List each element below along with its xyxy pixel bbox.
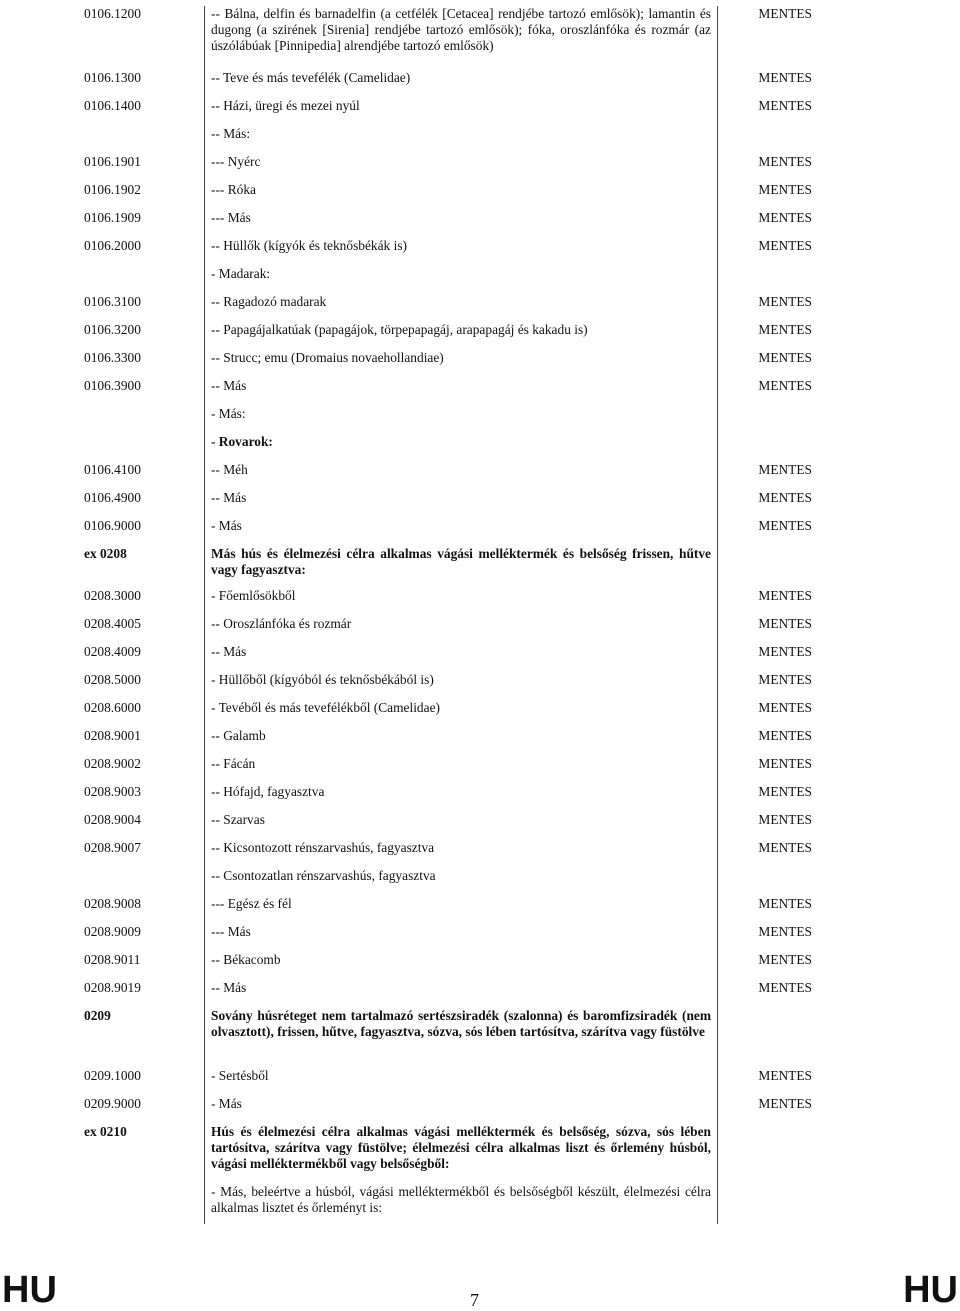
- tariff-description: -- Más: [205, 378, 718, 406]
- tariff-description: -- Strucc; emu (Dromaius novaehollandiae): [205, 350, 718, 378]
- tariff-status: MENTES: [758, 840, 812, 855]
- tariff-code: 0209.1000: [84, 1068, 205, 1096]
- table-row: [84, 70, 828, 98]
- tariff-description: --- Más: [205, 210, 718, 238]
- table-row: [84, 294, 828, 322]
- tariff-description: -- Más: [205, 490, 718, 518]
- table-row: [84, 616, 828, 644]
- tariff-description: -- Ragadozó madarak: [205, 294, 718, 322]
- table-row: [84, 6, 828, 70]
- tariff-status: MENTES: [758, 294, 812, 309]
- tariff-description: -- Oroszlánfóka és rozmár: [205, 616, 718, 644]
- tariff-code: [84, 266, 205, 294]
- tariff-code: 0208.9009: [84, 924, 205, 952]
- tariff-description: - Sertésből: [205, 1068, 718, 1096]
- tariff-description: --- Róka: [205, 182, 718, 210]
- tariff-status: MENTES: [758, 70, 812, 85]
- table-row: [84, 952, 828, 980]
- tariff-code: 0208.3000: [84, 588, 205, 616]
- tariff-code: ex 0210: [84, 1124, 205, 1184]
- tariff-code: 0106.1909: [84, 210, 205, 238]
- table-row: [84, 546, 828, 588]
- tariff-code: 0208.9011: [84, 952, 205, 980]
- table-row: [84, 700, 828, 728]
- tariff-description: -- Papagájalkatúak (papagájok, törpepapagáj, arapapagáj és kakadu is): [205, 322, 718, 350]
- footer-left-country-code: HU: [2, 1269, 57, 1311]
- tariff-code: 0106.3100: [84, 294, 205, 322]
- tariff-status: [718, 546, 829, 588]
- tariff-status: [718, 1008, 829, 1068]
- tariff-status: [718, 126, 829, 154]
- tariff-code: 0106.1200: [84, 6, 205, 70]
- tariff-table: [84, 6, 828, 1224]
- tariff-status: MENTES: [758, 728, 812, 743]
- table-row: [84, 490, 828, 518]
- tariff-status: MENTES: [758, 490, 812, 505]
- tariff-code: 0106.1400: [84, 98, 205, 126]
- tariff-status: MENTES: [758, 238, 812, 253]
- tariff-status: MENTES: [758, 672, 812, 687]
- tariff-code: 0208.5000: [84, 672, 205, 700]
- tariff-status: [718, 406, 829, 434]
- table-row: [84, 1184, 828, 1224]
- tariff-description: --- Nyérc: [205, 154, 718, 182]
- tariff-description: Sovány húsréteget nem tartalmazó sertészsiradék (szalonna) és baromfizsiradék (nem olvasztott), frissen, hűtve, fagyasztva, sózva, sós lében tartósítva, szárítva vagy füstölve: [205, 1008, 718, 1068]
- table-row: [84, 378, 828, 406]
- table-row: [84, 406, 828, 434]
- tariff-code: 0106.2000: [84, 238, 205, 266]
- table-row: [84, 266, 828, 294]
- table-row: [84, 238, 828, 266]
- page-footer: [0, 1270, 960, 1310]
- tariff-code: 0106.3200: [84, 322, 205, 350]
- tariff-description: -- Hüllők (kígyók és teknősbékák is): [205, 238, 718, 266]
- tariff-code: 0208.6000: [84, 700, 205, 728]
- tariff-status: MENTES: [758, 924, 812, 939]
- table-row: [84, 98, 828, 126]
- tariff-status: [718, 1184, 829, 1224]
- tariff-code: 0208.9007: [84, 840, 205, 868]
- tariff-description: --- Egész és fél: [205, 896, 718, 924]
- tariff-status: MENTES: [758, 182, 812, 197]
- tariff-code: 0209: [84, 1008, 205, 1068]
- tariff-status: MENTES: [758, 6, 812, 21]
- tariff-code: 0106.4900: [84, 490, 205, 518]
- tariff-description: -- Galamb: [205, 728, 718, 756]
- tariff-code: 0106.9000: [84, 518, 205, 546]
- tariff-description: - Főemlősökből: [205, 588, 718, 616]
- tariff-description: - Más:: [205, 406, 718, 434]
- page-number: 7: [470, 1290, 479, 1310]
- tariff-status: MENTES: [758, 98, 812, 113]
- tariff-status: MENTES: [758, 588, 812, 603]
- tariff-description: Más hús és élelmezési célra alkalmas vágási melléktermék és belsőség frissen, hűtve vagy fagyasztva:: [205, 546, 718, 588]
- tariff-description: -- Fácán: [205, 756, 718, 784]
- table-row: [84, 896, 828, 924]
- table-row: [84, 322, 828, 350]
- table-row: [84, 588, 828, 616]
- tariff-code: [84, 406, 205, 434]
- tariff-description: - Más, beleértve a húsból, vágási melléktermékből és belsőségből készült, élelmezési célra alkalmas lisztet és őrleményt is:: [205, 1184, 718, 1224]
- tariff-description: Hús és élelmezési célra alkalmas vágási melléktermék és belsőség, sózva, sós lében tartósítva, szárítva vagy füstölve; élelmezési célra alkalmas liszt és őrlemény húsból, vágási melléktermékből vagy belsőségből:: [205, 1124, 718, 1184]
- tariff-description: - Hüllőből (kígyóból és teknősbékából is): [205, 672, 718, 700]
- table-row: [84, 462, 828, 490]
- table-row: [84, 784, 828, 812]
- tariff-status: MENTES: [758, 350, 812, 365]
- tariff-status: MENTES: [758, 210, 812, 225]
- tariff-status: MENTES: [758, 812, 812, 827]
- table-row: [84, 210, 828, 238]
- tariff-status: MENTES: [758, 1068, 812, 1083]
- tariff-description: -- Más: [205, 644, 718, 672]
- tariff-description: - Tevéből és más tevefélékből (Camelidae): [205, 700, 718, 728]
- tariff-status: MENTES: [758, 322, 812, 337]
- tariff-status: MENTES: [758, 756, 812, 771]
- tariff-description: -- Kicsontozott rénszarvashús, fagyasztva: [205, 840, 718, 868]
- tariff-status: MENTES: [758, 378, 812, 393]
- table-row: [84, 1068, 828, 1096]
- tariff-description: - Más: [205, 518, 718, 546]
- tariff-code: 0208.9003: [84, 784, 205, 812]
- table-row: [84, 756, 828, 784]
- tariff-code: 0208.9019: [84, 980, 205, 1008]
- table-row: [84, 868, 828, 896]
- tariff-code: [84, 434, 205, 462]
- tariff-code: 0106.1901: [84, 154, 205, 182]
- table-row: [84, 644, 828, 672]
- table-row: [84, 980, 828, 1008]
- tariff-status: MENTES: [758, 462, 812, 477]
- tariff-status: MENTES: [758, 644, 812, 659]
- tariff-status: [718, 434, 829, 462]
- tariff-description: -- Szarvas: [205, 812, 718, 840]
- table-row: [84, 1096, 828, 1124]
- tariff-code: 0208.4005: [84, 616, 205, 644]
- tariff-description: -- Bálna, delfin és barnadelfin (a cetfélék [Cetacea] rendjébe tartozó emlősök); lamantin és dugong (a szirének [Sirenia] rendjébe tartozó emlősök); fóka, oroszlánfóka és rozmár (az úszólábúak [Pinnipedia] alrendjébe tartozó emlősök): [205, 6, 718, 70]
- tariff-code: [84, 868, 205, 896]
- table-row: [84, 924, 828, 952]
- tariff-description: - Más: [205, 1096, 718, 1124]
- tariff-description: - Madarak:: [205, 266, 718, 294]
- tariff-description: -- Más: [205, 980, 718, 1008]
- tariff-code: ex 0208: [84, 546, 205, 588]
- tariff-code: 0106.1902: [84, 182, 205, 210]
- tariff-status: MENTES: [758, 154, 812, 169]
- table-row: [84, 1124, 828, 1184]
- tariff-status: MENTES: [758, 980, 812, 995]
- tariff-status: MENTES: [758, 896, 812, 911]
- tariff-description: -- Békacomb: [205, 952, 718, 980]
- tariff-description: -- Házi, üregi és mezei nyúl: [205, 98, 718, 126]
- tariff-code: [84, 126, 205, 154]
- tariff-status: MENTES: [758, 784, 812, 799]
- tariff-description: -- Hófajd, fagyasztva: [205, 784, 718, 812]
- tariff-status: MENTES: [758, 616, 812, 631]
- tariff-description: -- Más:: [205, 126, 718, 154]
- tariff-description: -- Teve és más tevefélék (Camelidae): [205, 70, 718, 98]
- tariff-status: MENTES: [758, 952, 812, 967]
- table-row: [84, 840, 828, 868]
- tariff-code: 0106.1300: [84, 70, 205, 98]
- table-row: [84, 434, 828, 462]
- table-row: [84, 182, 828, 210]
- tariff-code: 0208.9004: [84, 812, 205, 840]
- tariff-code: 0208.4009: [84, 644, 205, 672]
- tariff-status: [718, 266, 829, 294]
- table-row: [84, 350, 828, 378]
- tariff-code: 0106.3900: [84, 378, 205, 406]
- table-row: [84, 812, 828, 840]
- tariff-status: [718, 868, 829, 896]
- tariff-description: - Rovarok:: [205, 434, 718, 462]
- table-row: [84, 154, 828, 182]
- table-body: [84, 6, 828, 1224]
- tariff-status: MENTES: [758, 700, 812, 715]
- tariff-description: -- Méh: [205, 462, 718, 490]
- tariff-code: 0208.9001: [84, 728, 205, 756]
- table-row: [84, 728, 828, 756]
- footer-right-country-code: HU: [903, 1269, 958, 1311]
- tariff-code: 0106.3300: [84, 350, 205, 378]
- table-row: [84, 672, 828, 700]
- table-row: [84, 126, 828, 154]
- tariff-code: 0208.9002: [84, 756, 205, 784]
- tariff-description: --- Más: [205, 924, 718, 952]
- table-row: [84, 518, 828, 546]
- tariff-status: MENTES: [758, 518, 812, 533]
- tariff-status: [718, 1124, 829, 1184]
- table-row: [84, 1008, 828, 1068]
- tariff-code: 0209.9000: [84, 1096, 205, 1124]
- tariff-status: MENTES: [758, 1096, 812, 1111]
- tariff-code: 0208.9008: [84, 896, 205, 924]
- tariff-code: [84, 1184, 205, 1224]
- tariff-description: -- Csontozatlan rénszarvashús, fagyasztva: [205, 868, 718, 896]
- tariff-code: 0106.4100: [84, 462, 205, 490]
